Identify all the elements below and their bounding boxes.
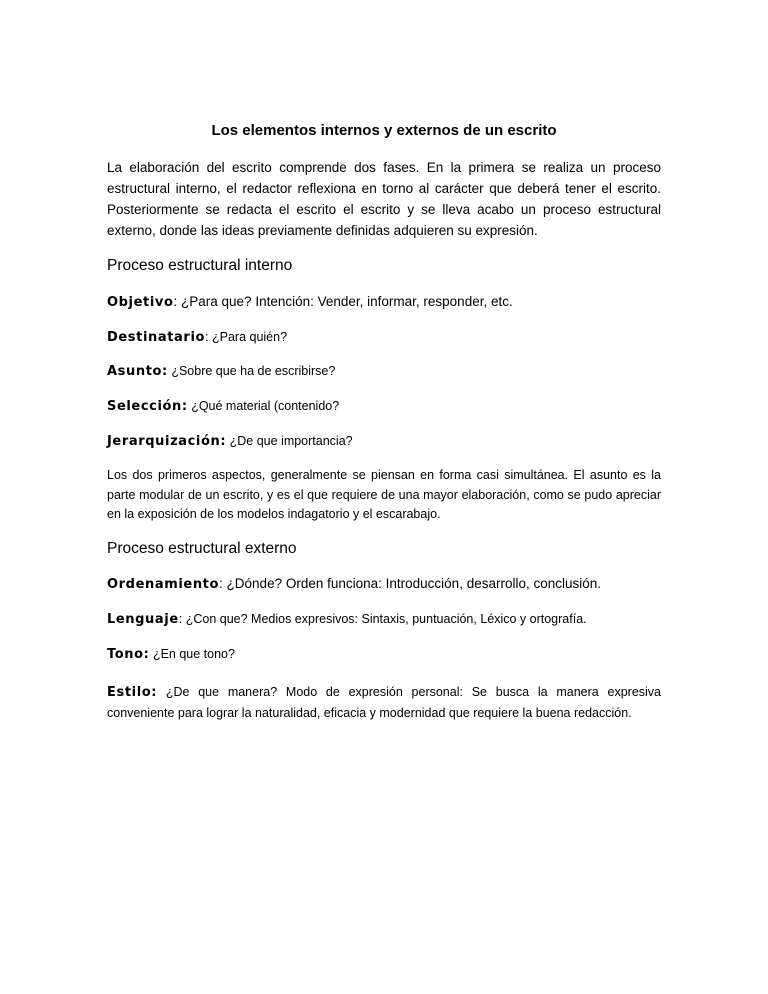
definition-text: : ¿Dónde? Orden funciona: Introducción, desarrollo, conclusión. — [219, 576, 602, 591]
definition-term: Tono: — [107, 647, 150, 662]
definition-term: Ordenamiento — [107, 577, 220, 592]
definition-text: ¿En que tono? — [149, 647, 235, 661]
definition-text: : ¿Para que? Intención: Vender, informar, responder, etc. — [173, 294, 513, 309]
definition-text: ¿Qué material (contenido? — [187, 399, 340, 413]
internal-process-heading: Proceso estructural interno — [107, 257, 293, 274]
definition-lenguaje — [107, 612, 661, 627]
definition-term: Estilo: — [107, 685, 158, 700]
external-process-heading: Proceso estructural externo — [107, 540, 297, 557]
document-title: Los elementos internos y externos de un escrito — [211, 122, 557, 139]
definition-term: Jerarquización: — [107, 434, 227, 449]
definition-seleccion — [107, 399, 661, 414]
definition-term: Lenguaje — [107, 612, 179, 627]
definition-objetivo — [107, 294, 661, 310]
definition-term: Asunto: — [107, 364, 168, 379]
definition-text: : ¿Con que? Medios expresivos: Sintaxis, puntuación, Léxico y ortografía. — [178, 612, 587, 626]
definition-text: ¿De que importancia? — [226, 434, 353, 448]
definition-tono — [107, 647, 661, 662]
definition-term: Selección: — [107, 399, 188, 414]
definition-destinatario — [107, 330, 661, 345]
definition-term: Destinatario — [107, 330, 206, 345]
definition-jerarquizacion — [107, 434, 661, 449]
definition-term: Objetivo — [107, 295, 174, 310]
definition-text: ¿De que manera? Modo de expresión personal: Se busca la manera expresiva conveniente para lograr la naturalidad, eficacia y modernidad que requiere la buena redacción. — [107, 685, 661, 720]
definition-text: : ¿Para quién? — [205, 330, 288, 344]
definition-asunto — [107, 364, 661, 379]
definition-ordenamiento — [107, 576, 661, 592]
definition-text: ¿Sobre que ha de escribirse? — [167, 364, 336, 378]
definition-estilo — [107, 682, 661, 723]
intro-paragraph: La elaboración del escrito comprende dos fases. En la primera se realiza un proceso estructural interno, el redactor reflexiona en torno al carácter que deberá tener el escrito. Posteriormente se redacta el escrito el escrito y se lleva acabo un proceso estructural externo, donde las ideas previamente definidas adquieren su expresión. — [107, 160, 661, 238]
internal-note-paragraph: Los dos primeros aspectos, generalmente se piensan en forma casi simultánea. El asunto es la parte modular de un escrito, y es el que requiere de una mayor elaboración, como se pudo apreciar en la exposición de los modelos indagatorio y el escarabajo. — [107, 468, 661, 521]
